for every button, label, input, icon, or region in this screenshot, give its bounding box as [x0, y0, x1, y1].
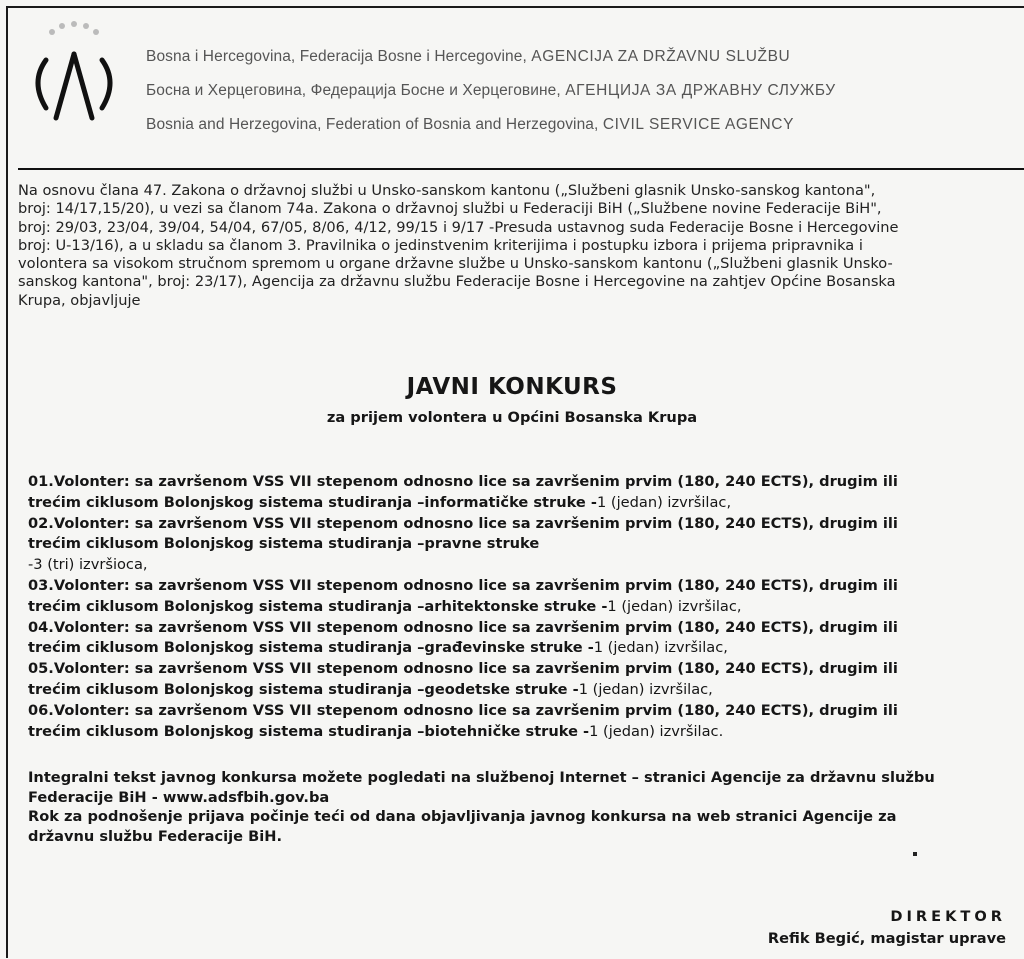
- header-text-cyrillic: Босна и Херцеговина, Федерација Босне и Херцеговине,: [146, 82, 566, 99]
- position-04-line1: 04.Volonter: sa završenom VSS VII stepenom odnosno lice sa završenim prvim (180, 240 ECTS), drugim ili: [28, 618, 898, 636]
- signature-title: DIREKTOR: [890, 908, 1006, 925]
- signature-name: Refik Begić, magistar uprave: [767, 930, 1006, 947]
- position-04-field: trećim ciklusom Bolonjskog sistema studiranja –građevinske struke -: [28, 639, 594, 657]
- intro-line: Na osnovu člana 47. Zakona o državnoj službi u Unsko-sanskom kantonu („Službeni glasnik Unsko-sanskog kantona",: [18, 182, 876, 199]
- footer-line: Rok za podnošenje prijava počinje teći od dana objavljivanja javnog konkursa na web stranici Agencije za: [28, 808, 897, 826]
- print-speck: [913, 852, 917, 856]
- footer-line: Integralni tekst javnog konkursa možete pogledati na službenoj Internet – stranici Agencije za državnu službu: [28, 769, 935, 786]
- header-line-bosnian: [146, 48, 790, 66]
- position-03-field: trećim ciklusom Bolonjskog sistema studiranja –arhitektonske struke -: [28, 597, 608, 615]
- position-01-line1: 01.Volonter: sa završenom VSS VII stepenom odnosno lice sa završenim prvim (180, 240 ECTS), drugim ili: [28, 473, 898, 490]
- page-title: JAVNI KONKURS: [406, 374, 618, 400]
- position-02-line1: 02.Volonter: sa završenom VSS VII stepenom odnosno lice sa završenim prvim (180, 240 ECTS), drugim ili: [28, 514, 898, 532]
- agency-name-cyrillic: АГЕНЦИЈА ЗА ДРЖАВНУ СЛУЖБУ: [565, 82, 836, 99]
- position-05-line1: 05.Volonter: sa završenom VSS VII stepenom odnosno lice sa završenim prvim (180, 240 ECTS), drugim ili: [28, 660, 898, 678]
- header-divider: [18, 168, 1024, 170]
- position-05-line2: [28, 680, 1018, 701]
- position-06-count: 1 (jedan) izvršilac.: [589, 722, 724, 740]
- agency-logo-icon: [24, 16, 124, 134]
- position-05-count: 1 (jedan) izvršilac,: [578, 680, 713, 698]
- header-line-english: [146, 116, 794, 134]
- position-02-count: -3 (tri) izvršioca,: [28, 556, 148, 574]
- position-03-line2: [28, 597, 1018, 618]
- intro-line: Krupa, objavljuje: [18, 291, 141, 309]
- position-03-line1: 03.Volonter: sa završenom VSS VII stepenom odnosno lice sa završenim prvim (180, 240 ECTS), drugim ili: [28, 576, 898, 594]
- intro-line: broj: 14/17,15/20), u vezi sa članom 74a. Zakona o državnoj službi u Federaciji BiH („Službene novine Federacije BiH",: [18, 200, 882, 218]
- intro-line: broj: U-13/16), a u skladu sa članom 3. Pravilnika o jedinstvenim kriterijima i postupku izbora i prijema pripravnika i: [18, 236, 863, 254]
- position-05-field: trećim ciklusom Bolonjskog sistema studiranja –geodetske struke -: [28, 680, 579, 698]
- intro-line: sanskog kantona", broj: 23/17), Agencija za državnu službu Federacije Bosne i Hercegovine na zahtjev Općine Bosanska: [18, 273, 896, 291]
- position-02-field: trećim ciklusom Bolonjskog sistema studiranja –pravne struke: [28, 535, 540, 553]
- positions-list: [28, 472, 1018, 742]
- page-subtitle: za prijem volontera u Općini Bosanska Krupa: [326, 409, 698, 426]
- footer-line: državnu službu Federacije BiH.: [28, 827, 283, 845]
- position-03-count: 1 (jedan) izvršilac,: [607, 597, 742, 615]
- agency-name-bosnian: AGENCIJA ZA DRŽAVNU SLUŽBU: [531, 48, 791, 65]
- header-text-english: Bosnia and Herzegovina, Federation of Bosnia and Herzegovina,: [146, 116, 603, 133]
- intro-line: volontera sa visokom stručnom spremom u organe državne službe u Unsko-sanskom kantonu („Službeni glasnik Unsko-: [18, 255, 893, 273]
- position-04-count: 1 (jedan) izvršilac,: [593, 639, 728, 657]
- position-06-line2: [28, 722, 1018, 743]
- intro-paragraph: [18, 182, 1018, 310]
- position-06-line1: 06.Volonter: sa završenom VSS VII stepenom odnosno lice sa završenim prvim (180, 240 ECTS), drugim ili: [28, 701, 898, 719]
- position-06-field: trećim ciklusom Bolonjskog sistema studiranja –biotehničke struke -: [28, 722, 590, 740]
- position-04-line2: [28, 638, 1018, 659]
- header-text-bosnian: Bosna i Hercegovina, Federacija Bosne i Hercegovine,: [146, 48, 532, 65]
- footer-line-website: Federacije BiH - www.adsfbih.gov.ba: [28, 788, 330, 806]
- footer-notice: [28, 768, 1018, 846]
- position-01-field: trećim ciklusom Bolonjskog sistema studiranja –informatičke struke -: [28, 493, 597, 511]
- header-line-cyrillic: [146, 82, 836, 100]
- position-01-count: 1 (jedan) izvršilac,: [596, 493, 732, 511]
- intro-line: broj: 29/03, 23/04, 39/04, 54/04, 67/05, 8/06, 4/12, 99/15 i 9/17 -Presuda ustavnog suda Federacije Bosne i Hercegovine: [18, 218, 899, 236]
- position-01-line2: [28, 493, 1018, 514]
- agency-name-english: CIVIL SERVICE AGENCY: [602, 116, 795, 133]
